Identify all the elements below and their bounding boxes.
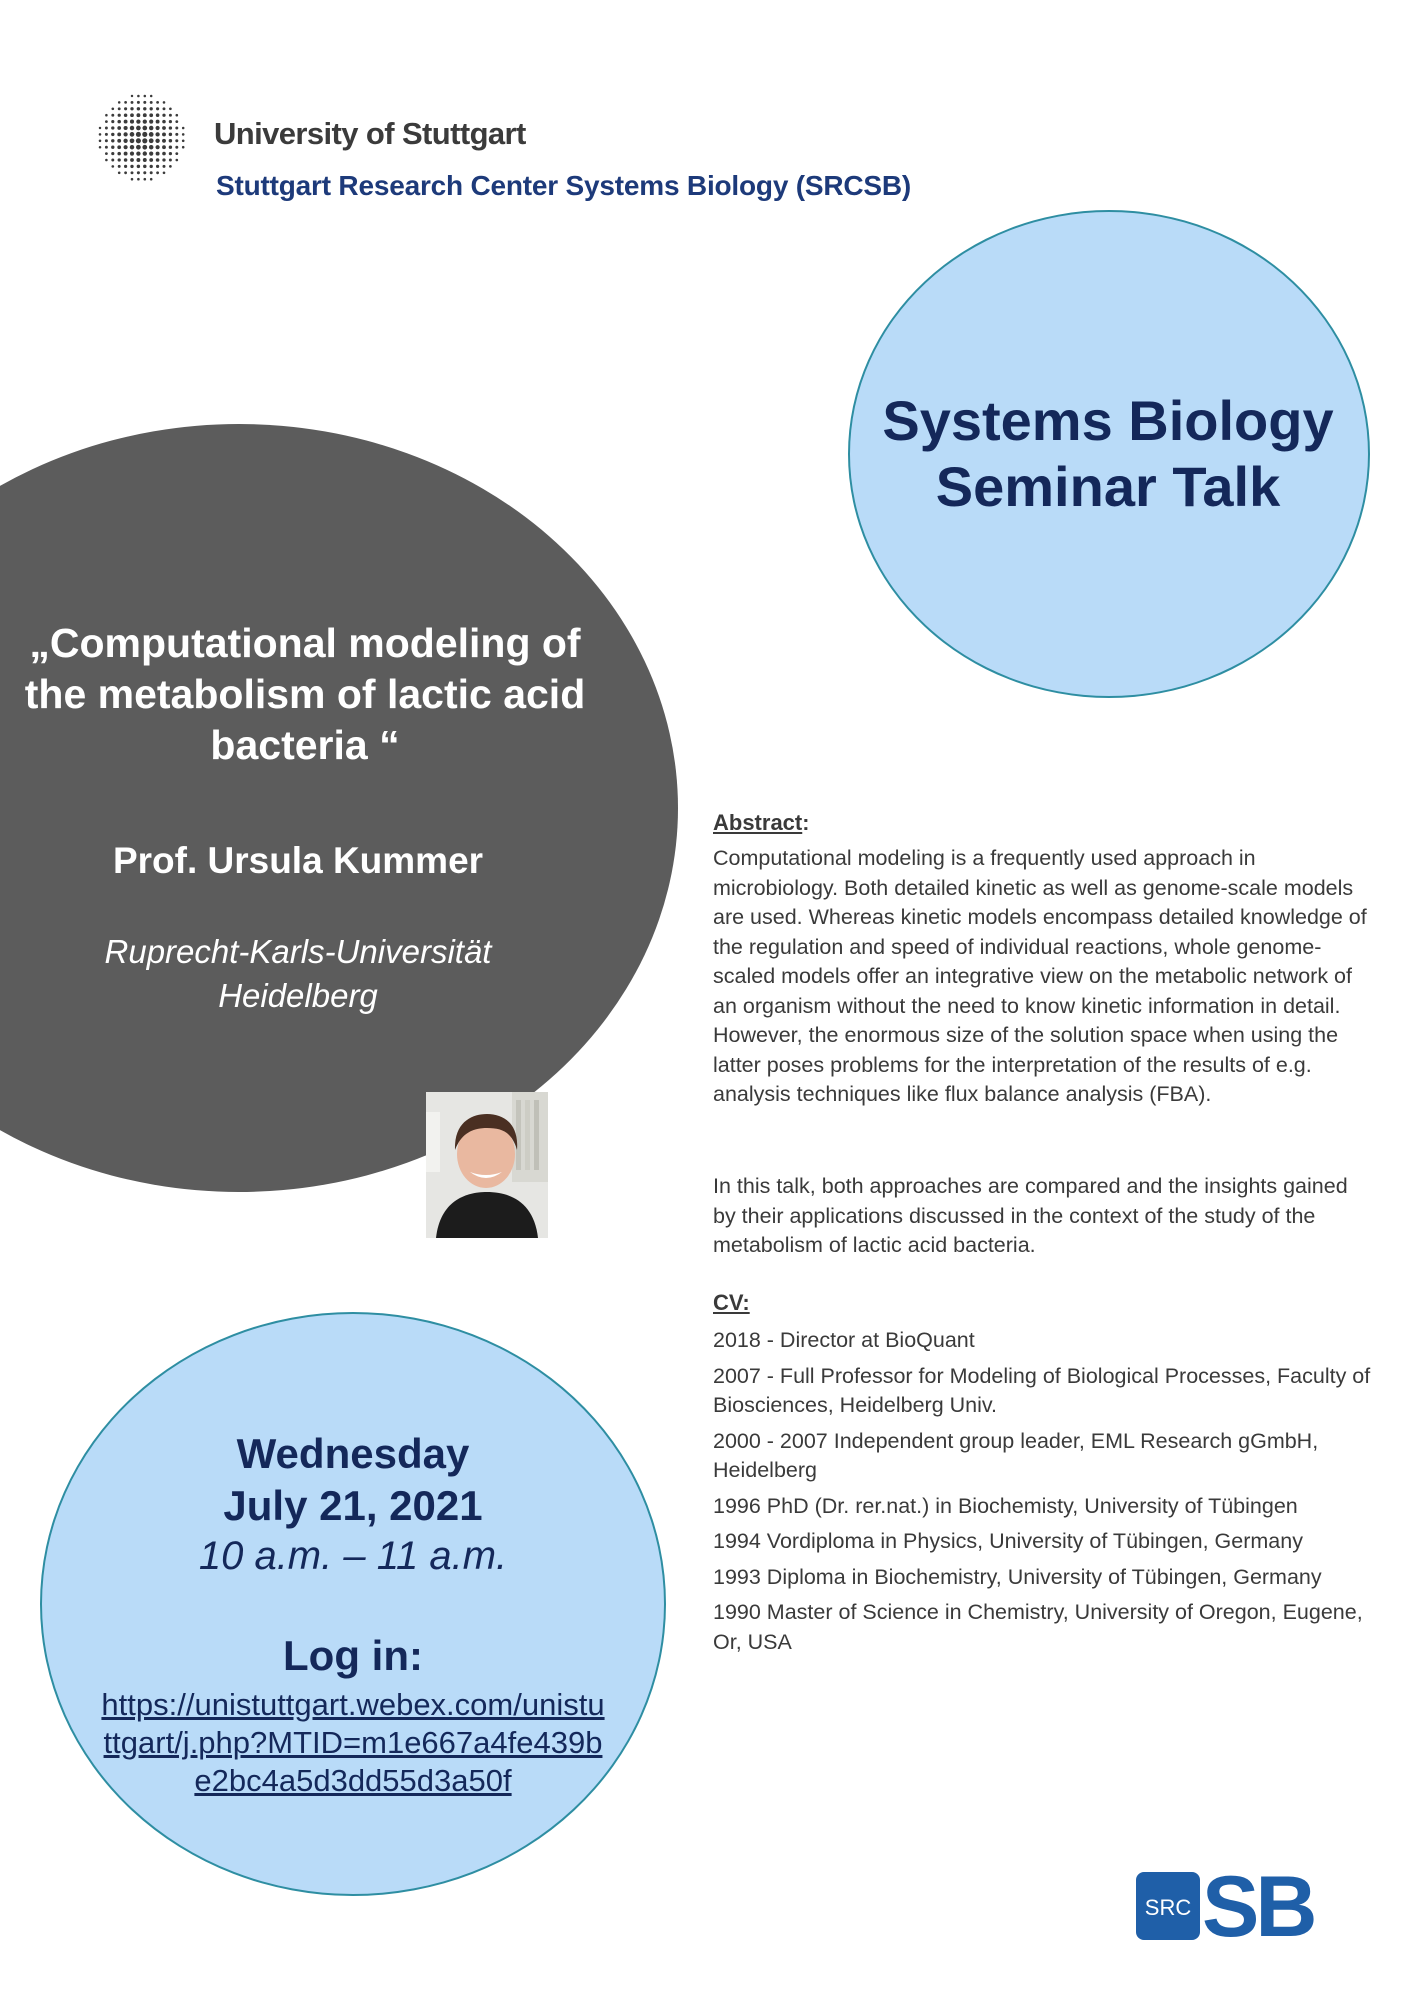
talk-info-circle xyxy=(0,424,678,1192)
sb-logo-text: SB xyxy=(1202,1872,1314,1940)
cv-item: 1993 Diploma in Biochemistry, University of Tübingen, Germany xyxy=(713,1564,1322,1589)
research-center-name: Stuttgart Research Center Systems Biology (SRCSB) xyxy=(216,170,912,201)
abstract-heading: Abstract: xyxy=(713,810,810,835)
cv-item: 1996 PhD (Dr. rer.nat.) in Biochemisty, University of Tübingen xyxy=(713,1493,1298,1518)
event-weekday: Wednesday xyxy=(236,1430,470,1477)
speaker-affiliation-line1: Ruprecht-Karls-Universität xyxy=(104,933,492,970)
abstract-heading-text: Abstract xyxy=(713,810,803,835)
abstract-paragraph-1: Computational modeling is a frequently used approach in microbiology. Both detailed kinetic as well as genome-scale models are used. Whereas kinetic models encompass detailed knowledge of the regulation and speed of individual reactions, whole genome-scaled models offer an integrative view on the metabolic network of an organism without the need to know kinetic information in detail. However, the enormous size of the solution space when using the latter poses problems for the interpretation of the results of e.g. analysis techniques like flux balance analysis (FBA). xyxy=(713,846,1367,1106)
cv-item: 1994 Vordiploma in Physics, University of Tübingen, Germany xyxy=(713,1529,1303,1553)
seminar-title xyxy=(868,388,1348,520)
cv-heading xyxy=(713,1288,1373,1319)
speaker-affiliation-line2: Heidelberg xyxy=(218,977,378,1014)
cv-list xyxy=(713,1326,1373,1663)
seminar-title-line1: Systems Biology xyxy=(882,389,1334,452)
webex-login-link[interactable]: https://unistuttgart.webex.com/unistuttgart/j.php?MTID=m1e667a4fe439be2bc4a5d3dd55d3a50f xyxy=(101,1687,605,1798)
cv-item: 2007 - Full Professor for Modeling of Biological Processes, Faculty of Biosciences, Heidelberg Univ. xyxy=(713,1363,1371,1417)
cv-heading-text: CV: xyxy=(713,1290,750,1315)
date-circle xyxy=(40,1312,666,1896)
login-label: Log in: xyxy=(283,1632,423,1679)
cv-item: 1990 Master of Science in Chemistry, University of Oregon, Eugene, Or, USA xyxy=(713,1600,1363,1654)
abstract-paragraph-2: In this talk, both approaches are compared and the insights gained by their applications discussed in the context of the study of the metabolism of lactic acid bacteria. xyxy=(713,1174,1348,1257)
cv-item: 2000 - 2007 Independent group leader, EML Research gGmbH, Heidelberg xyxy=(713,1428,1319,1482)
src-logo-text: SRC xyxy=(1144,1895,1192,1920)
talk-title: „Computational modeling of the metabolism of lactic acid bacteria “ xyxy=(24,620,586,768)
seminar-title-line2: Seminar Talk xyxy=(935,455,1281,518)
event-time: 10 a.m. – 11 a.m. xyxy=(198,1534,508,1578)
speaker-name: Prof. Ursula Kummer xyxy=(112,840,484,881)
speaker-photo xyxy=(426,1092,548,1238)
event-date: July 21, 2021 xyxy=(223,1482,483,1529)
srcsb-logo-icon xyxy=(1136,1872,1354,1940)
speaker-affiliation xyxy=(0,930,596,1018)
cv-item: 2018 - Director at BioQuant xyxy=(713,1328,975,1352)
university-name: University of Stuttgart xyxy=(214,116,526,151)
university-logo-icon xyxy=(96,92,188,184)
